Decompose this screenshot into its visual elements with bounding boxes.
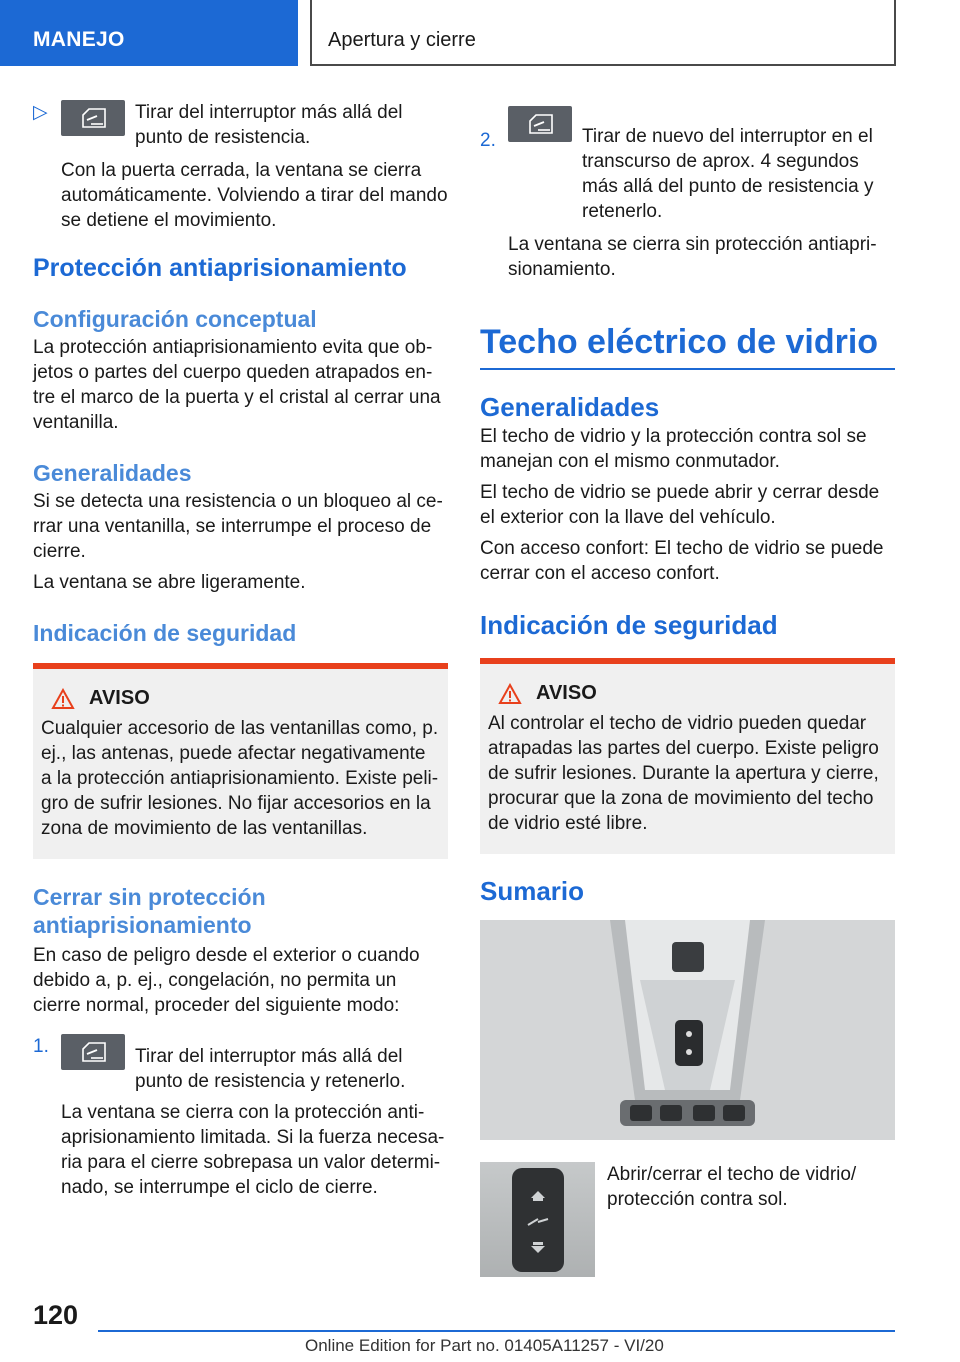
close-text: En caso de peligro desde el exterior o cuando debido a, p. ej., congelación, no permita un cierre normal, proceder del siguiente modo: <box>33 945 420 1016</box>
warning-title: AVISO <box>89 687 150 709</box>
divider <box>480 368 895 370</box>
intro-paragraph: Con la puerta cerrada, la ventana se cierra automáticamente. Volviendo a tirar del mando se detiene el movimiento. <box>61 160 448 231</box>
window-switch-icon <box>61 100 125 136</box>
warning-text: Cualquier accesorio de las ventanillas como, p. ej., las antenas, puede afectar negativamente a la protección antiaprisionamiento. Existe peligro de sufrir lesiones. No fijar accesorios en la zona de movimiento de las ventanillas. <box>41 718 439 839</box>
section-title: Apertura y cierre <box>328 29 476 51</box>
roof-switch-photo <box>480 1162 595 1277</box>
heading-glass-roof: Techo eléctrico de vidrio <box>480 323 879 361</box>
right-column <box>480 100 895 1277</box>
window-switch-icon <box>508 106 572 142</box>
step-number: 1. <box>33 1036 49 1057</box>
intro-item-text: Tirar del interruptor más allá del punto de resistencia. <box>135 102 403 148</box>
triangle-bullet-icon: ▷ <box>33 102 48 123</box>
general-text-2: El techo de vidrio se puede abrir y cerrar desde el exterior con la llave del vehículo. <box>480 482 880 528</box>
summary-caption: Abrir/cerrar el techo de vidrio/ protección contra sol. <box>607 1164 857 1210</box>
chapter-title: MANEJO <box>33 28 125 51</box>
heading-protection: Protección antiaprisionamiento <box>33 254 407 282</box>
heading-concept: Configuración conceptual <box>33 306 317 332</box>
warning-title: AVISO <box>536 682 597 704</box>
heading-close-without-protection: Cerrar sin protección antiaprisionamiento <box>33 884 266 938</box>
list-item <box>33 100 448 233</box>
warning-box <box>33 663 448 859</box>
heading-safety: Indicación de seguridad <box>33 620 297 646</box>
step-number: 2. <box>480 130 496 151</box>
footer-edition: Online Edition for Part no. 01405A11257 - VI/20 <box>305 1336 664 1355</box>
chapter-tab <box>0 0 298 66</box>
warning-box <box>480 658 895 854</box>
window-switch-icon <box>61 1034 125 1070</box>
heading-safety: Indicación de seguridad <box>480 610 778 640</box>
list-item <box>480 106 895 282</box>
section-header <box>310 0 896 66</box>
roof-console-photo <box>480 920 895 1140</box>
general-text-2: La ventana se abre ligeramente. <box>33 572 306 593</box>
warning-text: Al controlar el techo de vidrio pueden quedar atrapadas las partes del cuerpo. Existe peligro de sufrir lesiones. Durante la apertura y cierre, procurar que la zona de movimiento del techo de vidrio esté libre. <box>488 713 879 834</box>
step2-text: Tirar de nuevo del interruptor en el transcurso de aprox. 4 segundos más allá del punto de resistencia y retenerlo. <box>582 126 874 222</box>
step1-note: La ventana se cierra con la protección antiaprisionamiento limitada. Si la fuerza necesaria para el cierre sobrepasa un valor determinado, se interrumpe el ciclo de cierre. <box>61 1102 445 1198</box>
heading-summary: Sumario <box>480 876 585 906</box>
summary-row <box>480 1162 895 1277</box>
step2-note: La ventana se cierra sin protección antiaprisionamiento. <box>508 234 877 280</box>
step1-text: Tirar del interruptor más allá del punto de resistencia y retenerlo. <box>135 1046 406 1092</box>
heading-general: Generalidades <box>33 460 192 486</box>
page-number: 120 <box>33 1300 79 1330</box>
list-item <box>33 1034 448 1200</box>
general-text-1: Si se detecta una resistencia o un bloqueo al cerrar una ventanilla, se interrumpe el proceso de cierre. <box>33 491 443 562</box>
left-column <box>33 100 448 1200</box>
general-text-1: El techo de vidrio y la protección contra sol se manejan con el mismo conmutador. <box>480 426 867 472</box>
general-text-3: Con acceso confort: El techo de vidrio se puede cerrar con el acceso confort. <box>480 538 884 584</box>
warning-icon <box>498 683 522 705</box>
heading-general: Generalidades <box>480 392 660 422</box>
warning-icon <box>51 688 75 710</box>
footer-divider <box>98 1330 895 1332</box>
concept-text: La protección antiaprisionamiento evita que objetos o partes del cuerpo queden atrapados entre el marco de la puerta y el cristal al cerrar una ventanilla. <box>33 337 441 433</box>
